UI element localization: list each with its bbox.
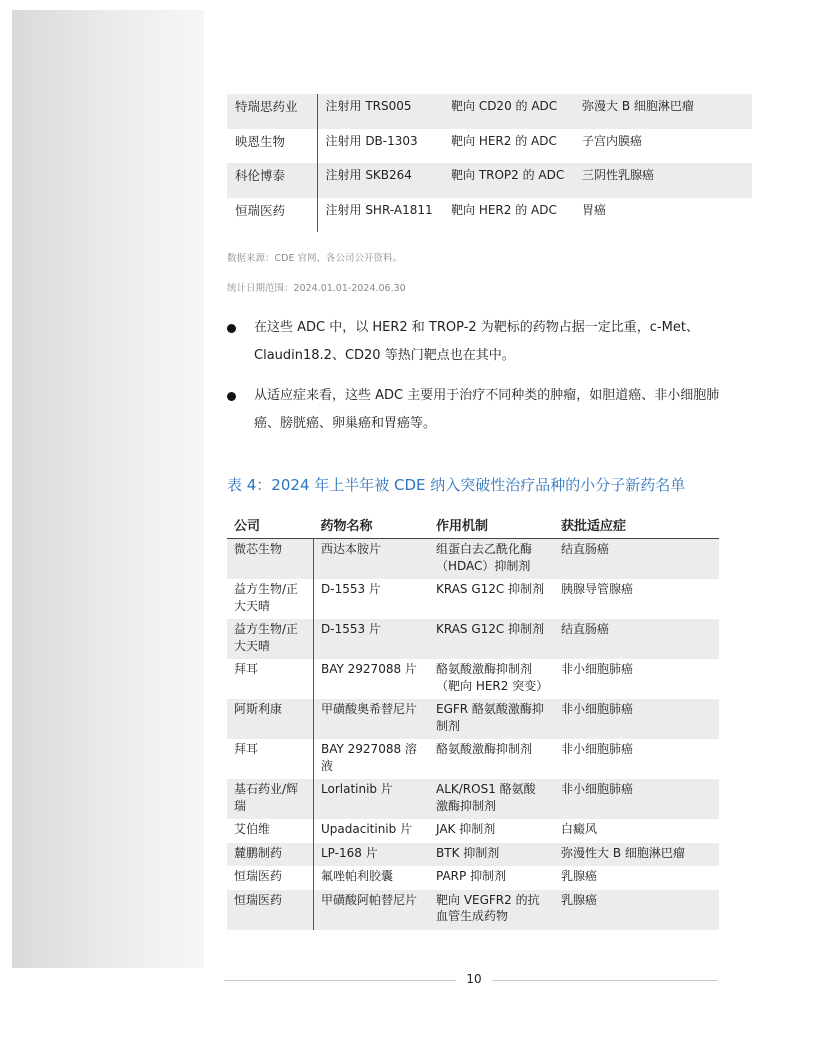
cell-indication: 三阴性乳腺癌: [574, 163, 752, 198]
cell-mechanism: KRAS G12C 抑制剂: [429, 619, 554, 659]
bullet-item: [227, 382, 727, 438]
cell-drug: D-1553 片: [314, 579, 430, 619]
table-row: [227, 579, 719, 619]
table-row: [227, 198, 752, 233]
source-note: 数据来源：CDE 官网、各公司公开资料。: [227, 253, 402, 264]
cell-mechanism: 靶向 HER2 的 ADC: [451, 133, 557, 148]
cell-drug: Lorlatinib 片: [314, 779, 430, 819]
bullet-dot-icon: [227, 324, 236, 333]
table-continued: [227, 94, 752, 232]
cell-company: 基石药业/辉瑞: [227, 779, 314, 819]
footer-rule-left: [224, 980, 456, 981]
cell-mechanism: 酪氨酸激酶抑制剂（靶向 HER2 突变）: [436, 662, 549, 693]
cell-mechanism: KRAS G12C 抑制剂: [436, 582, 545, 596]
cell-indication: 非小细胞肺癌: [554, 779, 719, 819]
cell-drug: D-1553 片: [314, 619, 430, 659]
cell-indication: 结直肠癌: [554, 619, 719, 659]
header-drug: 药物名称: [314, 512, 430, 539]
cell-mechanism: 靶向 HER2 的 ADC: [451, 202, 557, 217]
cell-company: 阿斯利康: [227, 699, 314, 739]
cell-mechanism: 靶向 VEGFR2 的抗血管生成药物: [429, 890, 554, 930]
table-header-row: [227, 512, 719, 539]
table-row: [227, 819, 719, 843]
cell-indication: 子宫内膜癌: [582, 133, 643, 148]
cell-drug: 注射用 DB-1303: [317, 129, 443, 164]
table-row: [227, 129, 752, 164]
cell-company: 微芯生物: [227, 539, 314, 580]
cell-company: 拜耳: [234, 742, 259, 756]
cell-mechanism: 靶向 CD20 的 ADC: [443, 94, 574, 129]
cell-indication: 结直肠癌: [554, 539, 719, 580]
cell-company: 麓鹏制药: [227, 843, 314, 867]
table-row: [227, 779, 719, 819]
cell-company: 恒瑞医药: [227, 890, 314, 930]
cell-drug: 甲磺酸阿帕替尼片: [314, 890, 430, 930]
cell-indication: 胃癌: [582, 202, 607, 217]
table-row: [227, 539, 719, 580]
table-row: [227, 739, 719, 779]
header-company: 公司: [227, 512, 314, 539]
cell-drug: 甲磺酸奥希替尼片: [314, 699, 430, 739]
table-4-title: 表 4：2024 年上半年被 CDE 纳入突破性治疗品种的小分子新药名单: [227, 476, 686, 494]
cell-company: 恒瑞医药: [234, 869, 283, 883]
cell-indication: 非小细胞肺癌: [554, 699, 719, 739]
cell-drug: 注射用 SHR-A1811: [317, 198, 443, 233]
cell-company: 恒瑞医药: [235, 202, 286, 218]
cell-drug: 西达本胺片: [314, 539, 430, 580]
cell-mechanism: 组蛋白去乙酰化酶（HDAC）抑制剂: [429, 539, 554, 580]
header-indication: 获批适应症: [554, 512, 719, 539]
table-row: [227, 163, 752, 198]
table-row: [227, 659, 719, 699]
cell-mechanism: ALK/ROS1 酪氨酸激酶抑制剂: [429, 779, 554, 819]
header-mechanism: 作用机制: [429, 512, 554, 539]
cell-drug: 氟唑帕利胶囊: [314, 866, 430, 890]
side-decoration-band: [12, 10, 204, 968]
cell-mechanism: 靶向 TROP2 的 ADC: [443, 163, 574, 198]
bullet-dot-icon: [227, 392, 236, 401]
date-range-note: 统计日期范围：2024.01.01-2024.06.30: [227, 283, 406, 294]
table-4: [227, 512, 719, 930]
bullet-text: 在这些 ADC 中，以 HER2 和 TROP-2 为靶标的药物占据一定比重，c-Met、Claudin18.2、CD20 等热门靶点也在其中。: [254, 320, 699, 363]
cell-indication: 乳腺癌: [554, 890, 719, 930]
table-row: [227, 890, 719, 930]
cell-company: 益方生物/正大天晴: [234, 582, 299, 613]
cell-mechanism: JAK 抑制剂: [436, 822, 496, 836]
cell-company: 艾伯维: [234, 822, 271, 836]
bullet-text: 从适应症来看，这些 ADC 主要用于治疗不同种类的肿瘤，如胆道癌、非小细胞肺癌、膀胱癌、卵巢癌和胃癌等。: [254, 388, 720, 431]
cell-drug: BAY 2927088 片: [314, 659, 430, 699]
cell-company: 拜耳: [234, 662, 259, 676]
footer-rule-right: [492, 980, 718, 981]
cell-indication: 乳腺癌: [561, 869, 598, 883]
cell-company: 特瑞思药业: [227, 94, 317, 129]
cell-drug: BAY 2927088 溶液: [314, 739, 430, 779]
table-row: [227, 866, 719, 890]
cell-mechanism: EGFR 酪氨酸激酶抑制剂: [429, 699, 554, 739]
cell-company: 益方生物/正大天晴: [227, 619, 314, 659]
cell-indication: 白癜风: [561, 822, 598, 836]
cell-mechanism: BTK 抑制剂: [429, 843, 554, 867]
bullet-list: [227, 314, 727, 450]
cell-indication: 非小细胞肺癌: [561, 662, 634, 676]
table-row: [227, 843, 719, 867]
table-row: [227, 94, 752, 129]
cell-mechanism: PARP 抑制剂: [436, 869, 507, 883]
bullet-item: [227, 314, 727, 370]
cell-drug: 注射用 TRS005: [317, 94, 443, 129]
cell-company: 映恩生物: [235, 133, 286, 149]
cell-indication: 弥漫性大 B 细胞淋巴瘤: [554, 843, 719, 867]
cell-drug: Upadacitinib 片: [314, 819, 430, 843]
table-row: [227, 619, 719, 659]
cell-mechanism: 酪氨酸激酶抑制剂: [436, 742, 533, 756]
cell-indication: 非小细胞肺癌: [561, 742, 634, 756]
cell-drug: LP-168 片: [314, 843, 430, 867]
cell-drug: 注射用 SKB264: [317, 163, 443, 198]
table-row: [227, 699, 719, 739]
cell-indication: 胰腺导管腺癌: [561, 582, 634, 596]
cell-company: 科伦博泰: [227, 163, 317, 198]
page-number: 10: [460, 972, 488, 986]
cell-indication: 弥漫大 B 细胞淋巴瘤: [574, 94, 752, 129]
